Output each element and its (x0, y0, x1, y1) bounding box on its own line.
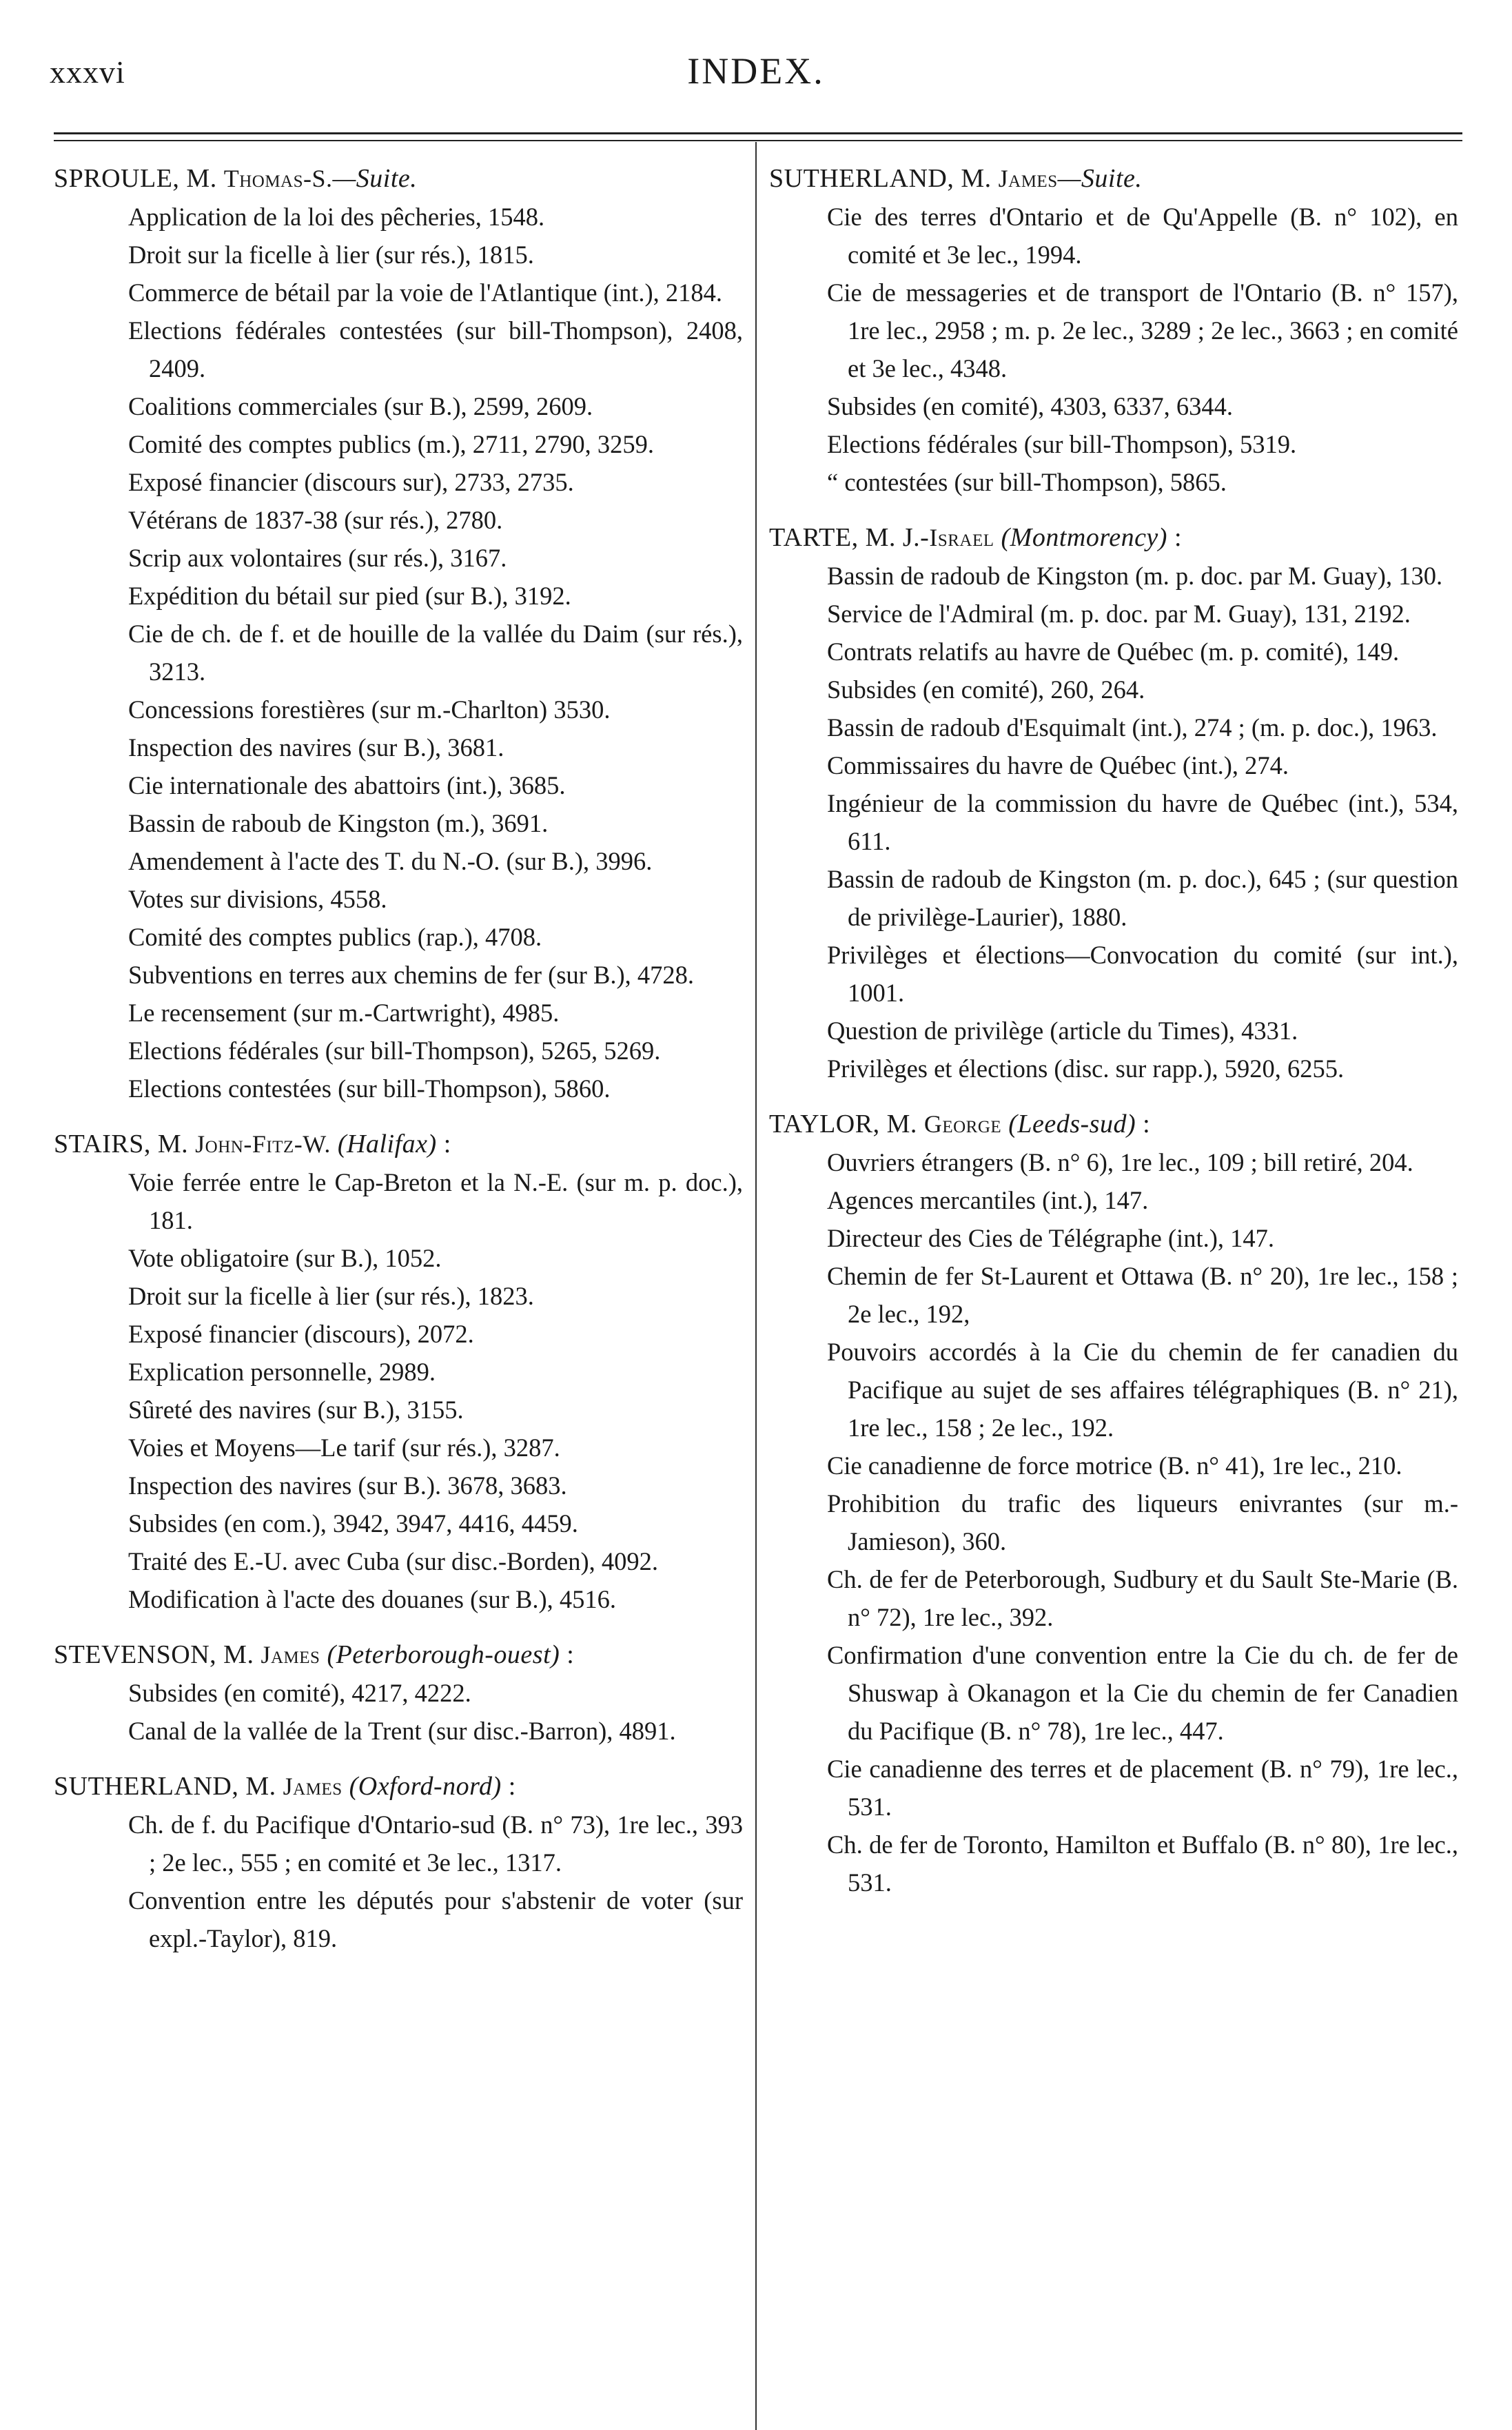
index-entry: Confirmation d'une convention entre la Cie du ch. de fer de Shuswap à Okanagon et la Cie du chemin de fer Canadien du Pacifique (B. n° 78), 1re lec., 447. (827, 1641, 1458, 1745)
index-entry: Vote obligatoire (sur B.), 1052. (128, 1244, 442, 1272)
index-section (769, 519, 1458, 1088)
right-column (769, 160, 1458, 1901)
index-entry: Bassin de radoub de Kingston (m. p. doc.), 645 ; (sur question de privilège-Laurier), 1880. (827, 865, 1458, 931)
heading-given-name: John-Fitz-W. (195, 1130, 331, 1158)
heading-riding: (Leeds-sud) (1001, 1110, 1136, 1139)
index-entry: Cie de messageries et de transport de l'Ontario (B. n° 157), 1re lec., 2958 ; m. p. 2e lec., 3289 ; 2e lec., 3663 ; en comité et 3e lec., 4348. (827, 278, 1458, 382)
index-entry: Modification à l'acte des douanes (sur B.), 4516. (128, 1585, 617, 1613)
index-section (769, 1105, 1458, 1901)
index-entry: Traité des E.-U. avec Cuba (sur disc.-Borden), 4092. (128, 1547, 659, 1575)
index-entry: Droit sur la ficelle à lier (sur rés.), 1815. (128, 241, 534, 269)
index-entry: Ouvriers étrangers (B. n° 6), 1re lec., 109 ; bill retiré, 204. (827, 1148, 1413, 1176)
heading-riding: (Montmorency) (994, 523, 1167, 552)
index-entry: Question de privilège (article du Times), 4331. (827, 1017, 1298, 1045)
index-entry: Amendement à l'acte des T. du N.-O. (sur B.), 3996. (128, 847, 653, 875)
index-entry: Commissaires du havre de Québec (int.), 274. (827, 751, 1289, 779)
heading-surname: SUTHERLAND, M. (54, 1772, 283, 1801)
index-entry: Ch. de f. du Pacifique d'Ontario-sud (B. n° 73), 1re lec., 393 ; 2e lec., 555 ; en comité et 3e lec., 1317. (128, 1810, 743, 1877)
index-entry: Comité des comptes publics (rap.), 4708. (128, 923, 542, 951)
index-entry: Expédition du bétail sur pied (sur B.), 3192. (128, 582, 571, 610)
index-entry: Scrip aux volontaires (sur rés.), 3167. (128, 544, 507, 572)
index-entry: Privilèges et élections (disc. sur rapp.), 5920, 6255. (827, 1054, 1345, 1083)
index-entry: Droit sur la ficelle à lier (sur rés.), 1823. (128, 1282, 534, 1310)
index-entry: Cie des terres d'Ontario et de Qu'Appelle (B. n° 102), en comité et 3e lec., 1994. (827, 203, 1458, 269)
index-section (54, 1125, 743, 1618)
heading-given-name: James (260, 1641, 320, 1668)
index-section (54, 1768, 743, 1957)
index-entry: “ contestées (sur bill-Thompson), 5865. (827, 468, 1227, 496)
index-entry: Subsides (en comité), 4303, 6337, 6344. (827, 392, 1234, 420)
heading-riding: (Peterborough-ouest) (320, 1640, 560, 1669)
index-section (54, 1636, 743, 1750)
index-section (769, 160, 1458, 501)
index-entry: Le recensement (sur m.-Cartwright), 4985. (128, 999, 560, 1027)
section-heading (769, 519, 1458, 557)
index-entry: Elections fédérales contestées (sur bill-Thompson), 2408, 2409. (128, 316, 743, 382)
column-divider (755, 142, 757, 2430)
heading-surname: SPROULE, M. (54, 164, 224, 193)
index-entry: Bassin de radoub d'Esquimalt (int.), 274 ; (m. p. doc.), 1963. (827, 713, 1438, 742)
index-entry: Elections fédérales (sur bill-Thompson), 5319. (827, 430, 1297, 458)
heading-closing: : (1136, 1110, 1151, 1139)
index-entry: Subsides (en com.), 3942, 3947, 4416, 4459. (128, 1509, 578, 1538)
index-entry: Voie ferrée entre le Cap-Breton et la N.-E. (sur m. p. doc.), 181. (128, 1168, 743, 1234)
heading-surname: TAYLOR, M. (769, 1110, 924, 1139)
index-entry: Directeur des Cies de Télégraphe (int.), 147. (827, 1224, 1274, 1252)
index-entry: Convention entre les députés pour s'abstenir de voter (sur expl.-Taylor), 819. (128, 1886, 743, 1952)
section-heading (54, 1768, 743, 1806)
index-entry: Comité des comptes publics (m.), 2711, 2790, 3259. (128, 430, 655, 458)
index-entry: Exposé financier (discours sur), 2733, 2735. (128, 468, 574, 496)
heading-surname: TARTE, M. J.- (769, 523, 930, 552)
index-entry: Vétérans de 1837-38 (sur rés.), 2780. (128, 506, 503, 534)
index-entry: Explication personnelle, 2989. (128, 1358, 436, 1386)
index-entry: Cie canadienne de force motrice (B. n° 41), 1re lec., 210. (827, 1451, 1402, 1480)
heading-closing: : (560, 1640, 575, 1669)
index-entry: Service de l'Admiral (m. p. doc. par M. Guay), 131, 2192. (827, 600, 1411, 628)
index-entry: Agences mercantiles (int.), 147. (827, 1186, 1149, 1214)
index-entry: Inspection des navires (sur B.), 3681. (128, 733, 504, 762)
page-title: INDEX. (687, 50, 825, 92)
heading-riding: (Halifax) (330, 1130, 437, 1158)
index-entry: Exposé financier (discours), 2072. (128, 1320, 474, 1348)
index-entry: Cie canadienne des terres et de placement (B. n° 79), 1re lec., 531. (827, 1755, 1458, 1821)
index-entry: Sûreté des navires (sur B.), 3155. (128, 1396, 464, 1424)
heading-riding: (Oxford-nord) (342, 1772, 502, 1801)
index-entry: Ingénieur de la commission du havre de Québec (int.), 534, 611. (827, 789, 1458, 855)
index-entry: Pouvoirs accordés à la Cie du chemin de fer canadien du Pacifique au sujet de ses affaires télégraphiques (B. n° 21), 1re lec., 158 ; 2e lec., 192. (827, 1338, 1458, 1442)
index-entry: Commerce de bétail par la voie de l'Atlantique (int.), 2184. (128, 278, 723, 307)
index-entry: Elections fédérales (sur bill-Thompson), 5265, 5269. (128, 1037, 661, 1065)
page-number: xxxvi (50, 54, 125, 90)
index-entry: Inspection des navires (sur B.). 3678, 3683. (128, 1471, 567, 1500)
section-heading (54, 1636, 743, 1674)
index-entry: Prohibition du trafic des liqueurs enivrantes (sur m.-Jamieson), 360. (827, 1489, 1458, 1555)
heading-given-name: Thomas-S. (223, 165, 333, 192)
index-entry: Subsides (en comité), 4217, 4222. (128, 1679, 471, 1707)
heading-closing: : (501, 1772, 516, 1801)
index-entry: Application de la loi des pêcheries, 1548. (128, 203, 545, 231)
index-entry: Subsides (en comité), 260, 264. (827, 675, 1145, 704)
index-entry: Cie internationale des abattoirs (int.), 3685. (128, 771, 566, 799)
index-entry: Elections contestées (sur bill-Thompson), 5860. (128, 1074, 611, 1103)
section-heading (769, 160, 1458, 198)
index-entry: Privilèges et élections—Convocation du comité (sur int.), 1001. (827, 941, 1458, 1007)
heading-surname: STAIRS, M. (54, 1130, 196, 1158)
section-heading (54, 160, 743, 198)
index-entry: Coalitions commerciales (sur B.), 2599, 2609. (128, 392, 593, 420)
heading-given-name: James (283, 1773, 343, 1800)
index-entry: Voies et Moyens—Le tarif (sur rés.), 3287. (128, 1433, 560, 1462)
index-entry: Subventions en terres aux chemins de fer (sur B.), 4728. (128, 961, 695, 989)
heading-closing: : (436, 1130, 451, 1158)
heading-given-name: Israel (929, 524, 994, 551)
left-column (54, 160, 743, 1957)
section-heading (54, 1125, 743, 1163)
header-rule-bottom (54, 140, 1462, 141)
heading-closing: : (1167, 523, 1183, 552)
section-heading (769, 1105, 1458, 1143)
heading-surname: SUTHERLAND, M. (769, 164, 999, 193)
heading-given-name: James (998, 165, 1058, 192)
index-entry: Canal de la vallée de la Trent (sur disc.-Barron), 4891. (128, 1717, 676, 1745)
heading-suffix: —Suite. (332, 164, 418, 193)
header-rule-top (54, 132, 1462, 134)
index-entry: Concessions forestières (sur m.-Charlton) 3530. (128, 695, 611, 724)
index-section (54, 160, 743, 1107)
index-entry: Ch. de fer de Peterborough, Sudbury et du Sault Ste-Marie (B. n° 72), 1re lec., 392. (827, 1565, 1458, 1631)
heading-suffix: —Suite. (1057, 164, 1143, 193)
heading-given-name: George (923, 1110, 1002, 1138)
index-entry: Cie de ch. de f. et de houille de la vallée du Daim (sur rés.), 3213. (128, 620, 743, 686)
index-entry: Votes sur divisions, 4558. (128, 885, 387, 913)
index-entry: Ch. de fer de Toronto, Hamilton et Buffalo (B. n° 80), 1re lec., 531. (827, 1830, 1458, 1897)
heading-surname: STEVENSON, M. (54, 1640, 261, 1669)
index-entry: Bassin de raboub de Kingston (m.), 3691. (128, 809, 549, 837)
index-entry: Bassin de radoub de Kingston (m. p. doc. par M. Guay), 130. (827, 562, 1443, 590)
index-entry: Chemin de fer St-Laurent et Ottawa (B. n° 20), 1re lec., 158 ; 2e lec., 192, (827, 1262, 1458, 1328)
index-entry: Contrats relatifs au havre de Québec (m. p. comité), 149. (827, 637, 1400, 666)
